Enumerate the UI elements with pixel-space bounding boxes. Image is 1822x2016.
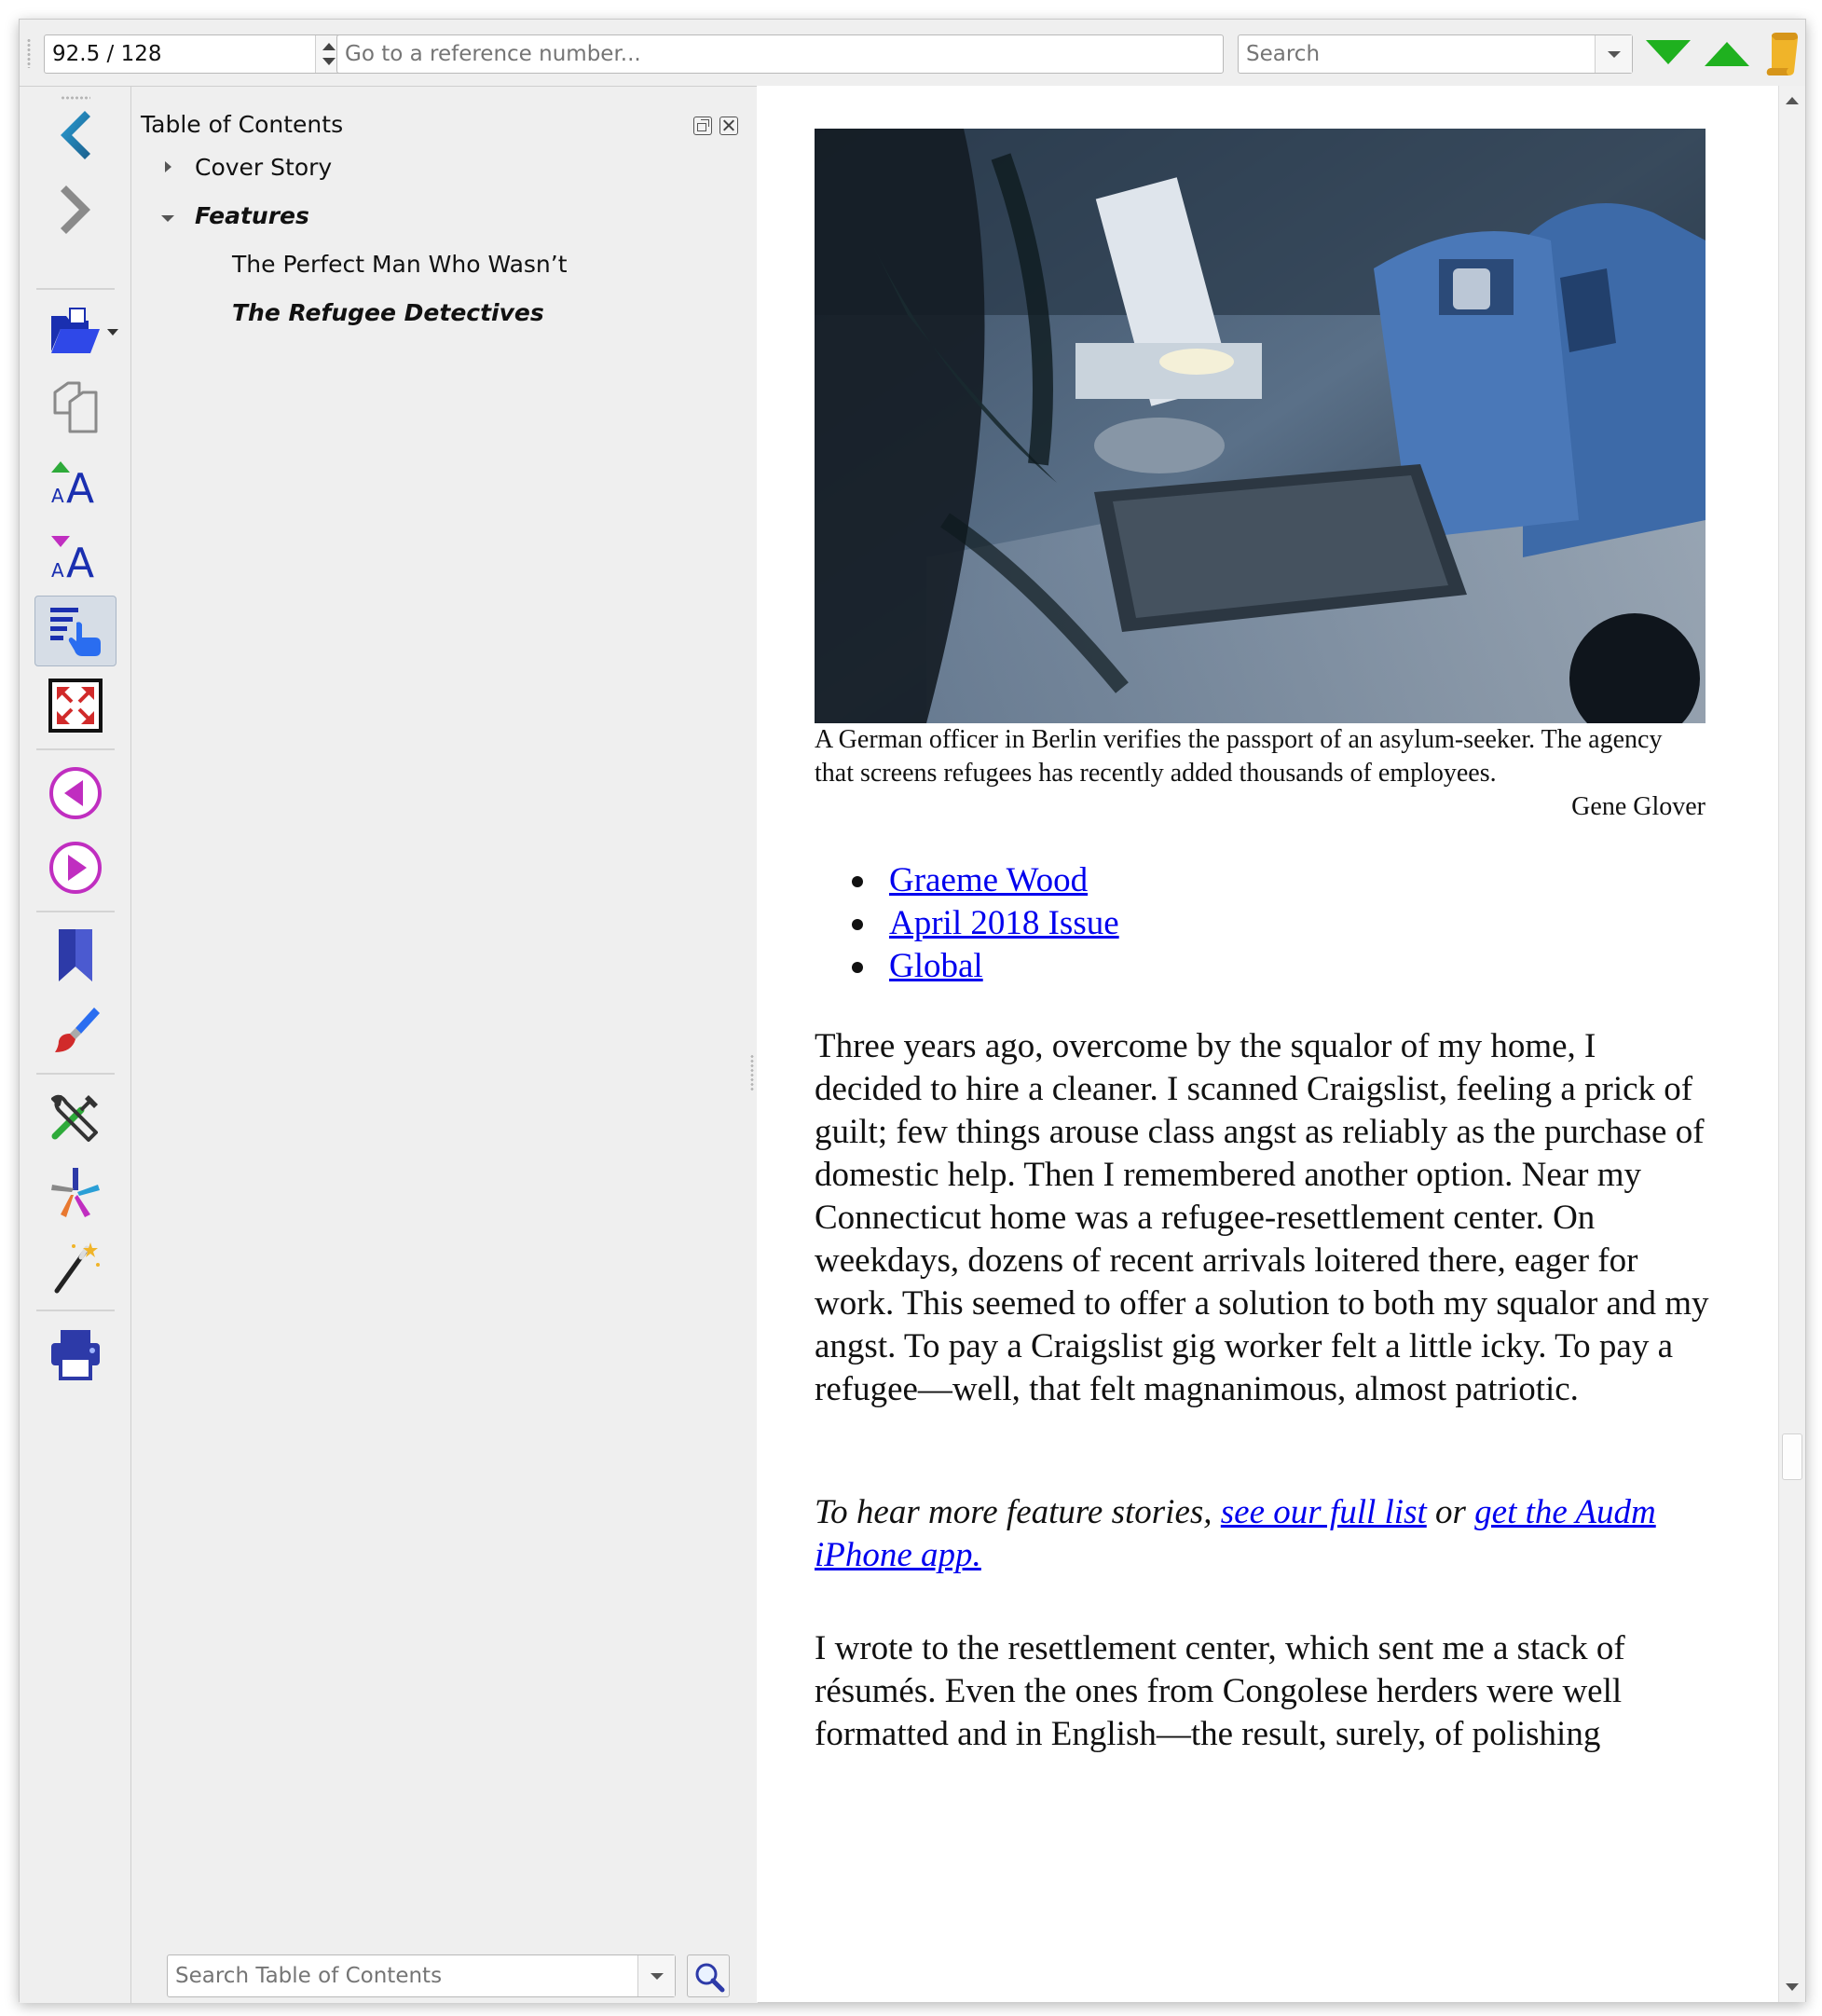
find-previous-icon[interactable] <box>1705 42 1749 66</box>
toolbar-grip[interactable] <box>27 38 31 68</box>
float-panel-icon[interactable] <box>693 117 712 135</box>
scroll-up-icon[interactable] <box>1786 97 1799 104</box>
photo-caption: A German officer in Berlin verifies the passport of an asylum-seeker. The agency that screens refugees has recently added thousands of employees. <box>815 725 1663 788</box>
open-book-button[interactable] <box>34 297 116 368</box>
next-section-button[interactable] <box>34 832 116 903</box>
scroll-down-icon[interactable] <box>1786 1983 1799 1991</box>
page-position-input[interactable] <box>45 35 313 73</box>
toolbar-separator <box>36 911 115 912</box>
article-paragraph: Three years ago, overcome by the squalor of my home, I decided to hire a cleaner. I scanned Craigslist, feeling a prick of guilt; few things arouse class angst as reliably as the purchase of domestic help. Then I remembered another option. Near my Connecticut home was a refugee-resettlement center. On weekdays, dozens of recent arrivals loitered there, eager for work. This seemed to offer a solution to both my squalor and my angst. To pay a Craigslist gig worker felt a little icky. To pay a refugee—well, that felt magnanimous, almost patriotic. <box>815 1027 1709 1408</box>
article-paragraph: I wrote to the resettlement center, which sent me a stack of résumés. Even the ones from Congolese herders were well formatted and in English—the result, surely, of polishing <box>815 1629 1625 1753</box>
table-of-contents-button[interactable] <box>34 596 116 666</box>
expand-arrow-icon[interactable] <box>165 161 171 172</box>
toc-item-cover-story[interactable]: Cover Story <box>195 154 333 181</box>
promo-middle: or <box>1426 1493 1475 1531</box>
scrollbar-thumb[interactable] <box>1782 1433 1802 1480</box>
previous-section-button[interactable] <box>34 758 116 829</box>
article-meta-links <box>815 859 1653 988</box>
search-icon <box>693 1961 725 1993</box>
toc-search-combobox[interactable] <box>167 1954 676 1997</box>
back-button[interactable] <box>34 100 116 171</box>
author-link[interactable]: Graeme Wood <box>889 861 1089 899</box>
toc-item-refugee-detectives[interactable]: The Refugee Detectives <box>232 299 544 326</box>
toolbar-separator <box>36 288 115 290</box>
copy-button[interactable] <box>34 372 116 443</box>
preferences-button[interactable] <box>34 1082 116 1153</box>
print-button[interactable] <box>34 1319 116 1390</box>
search-combobox[interactable] <box>1238 34 1633 74</box>
table-of-contents-icon <box>48 604 104 660</box>
collapse-arrow-icon[interactable] <box>161 215 174 222</box>
highlight-button[interactable] <box>34 994 116 1065</box>
page-position-spinbox[interactable] <box>44 34 342 74</box>
toolbar-separator <box>36 1310 115 1311</box>
font-decrease-button[interactable] <box>34 521 116 592</box>
fullscreen-button[interactable] <box>34 670 116 741</box>
toolbar-separator <box>36 1073 115 1075</box>
font-increase-icon <box>48 454 103 510</box>
tools-icon <box>48 1090 103 1145</box>
list-item <box>815 859 1653 902</box>
svg-text:A: A <box>51 559 64 582</box>
close-panel-icon[interactable] <box>719 117 738 135</box>
toc-item-features[interactable]: Features <box>195 202 309 229</box>
toc-item-perfect-man[interactable]: The Perfect Man Who Wasn’t <box>232 251 568 278</box>
plugins-icon <box>48 1164 103 1220</box>
full-list-link[interactable]: see our full list <box>1220 1493 1427 1531</box>
magic-wand-icon <box>48 1239 103 1295</box>
toc-search-input[interactable] <box>168 1955 634 1996</box>
find-next-icon[interactable] <box>1646 40 1691 64</box>
toc-search-dropdown-button[interactable] <box>637 1955 675 1996</box>
svg-text:A: A <box>51 485 64 507</box>
fullscreen-icon <box>48 678 103 734</box>
font-decrease-icon <box>48 528 103 584</box>
folder-open-icon <box>48 305 103 361</box>
toc-panel-title: Table of Contents <box>141 111 344 138</box>
printer-icon <box>48 1326 103 1382</box>
search-dropdown-button[interactable] <box>1595 35 1632 73</box>
forward-arrow-icon <box>48 182 103 238</box>
font-increase-button[interactable] <box>34 446 116 517</box>
audm-app-link[interactable]: get the Audm iPhone app. <box>815 1493 1656 1574</box>
svg-text:A: A <box>66 540 95 584</box>
svg-text:A: A <box>66 465 95 510</box>
search-input[interactable] <box>1239 35 1593 73</box>
vertical-scrollbar[interactable] <box>1778 86 1805 2002</box>
article-photo <box>815 129 1706 723</box>
promo-prefix: To hear more feature stories, <box>815 1493 1221 1531</box>
bookmarks-button[interactable] <box>34 920 116 991</box>
copy-icon <box>48 379 103 435</box>
reference-number-input[interactable] <box>336 34 1224 74</box>
back-arrow-icon <box>48 107 103 163</box>
bookmark-icon <box>48 927 103 983</box>
list-item <box>815 902 1653 945</box>
toolbar-separator <box>36 748 115 750</box>
top-toolbar <box>20 20 1805 87</box>
photo-credit: Gene Glover <box>1571 792 1706 821</box>
toc-panel <box>131 87 758 2003</box>
issue-link[interactable]: April 2018 Issue <box>889 904 1119 942</box>
toc-search-button[interactable] <box>687 1954 730 1997</box>
section-link[interactable]: Global <box>889 947 983 985</box>
forward-button[interactable] <box>34 174 116 245</box>
plugins-button[interactable] <box>34 1157 116 1227</box>
wizard-button[interactable] <box>34 1231 116 1302</box>
next-section-icon <box>48 840 103 896</box>
chevron-down-icon <box>1608 51 1621 58</box>
previous-section-icon <box>48 765 103 821</box>
side-toolbar <box>20 87 131 2003</box>
spin-down-icon[interactable] <box>322 58 336 65</box>
panel-splitter[interactable] <box>750 1054 754 1091</box>
scroll-icon[interactable] <box>1762 31 1801 77</box>
chevron-down-icon[interactable] <box>107 329 118 336</box>
spin-up-icon[interactable] <box>322 43 336 50</box>
chevron-down-icon <box>651 1973 664 1980</box>
promo-paragraph <box>815 1491 1709 1577</box>
highlight-brush-icon <box>48 1002 103 1058</box>
list-item <box>815 945 1653 988</box>
